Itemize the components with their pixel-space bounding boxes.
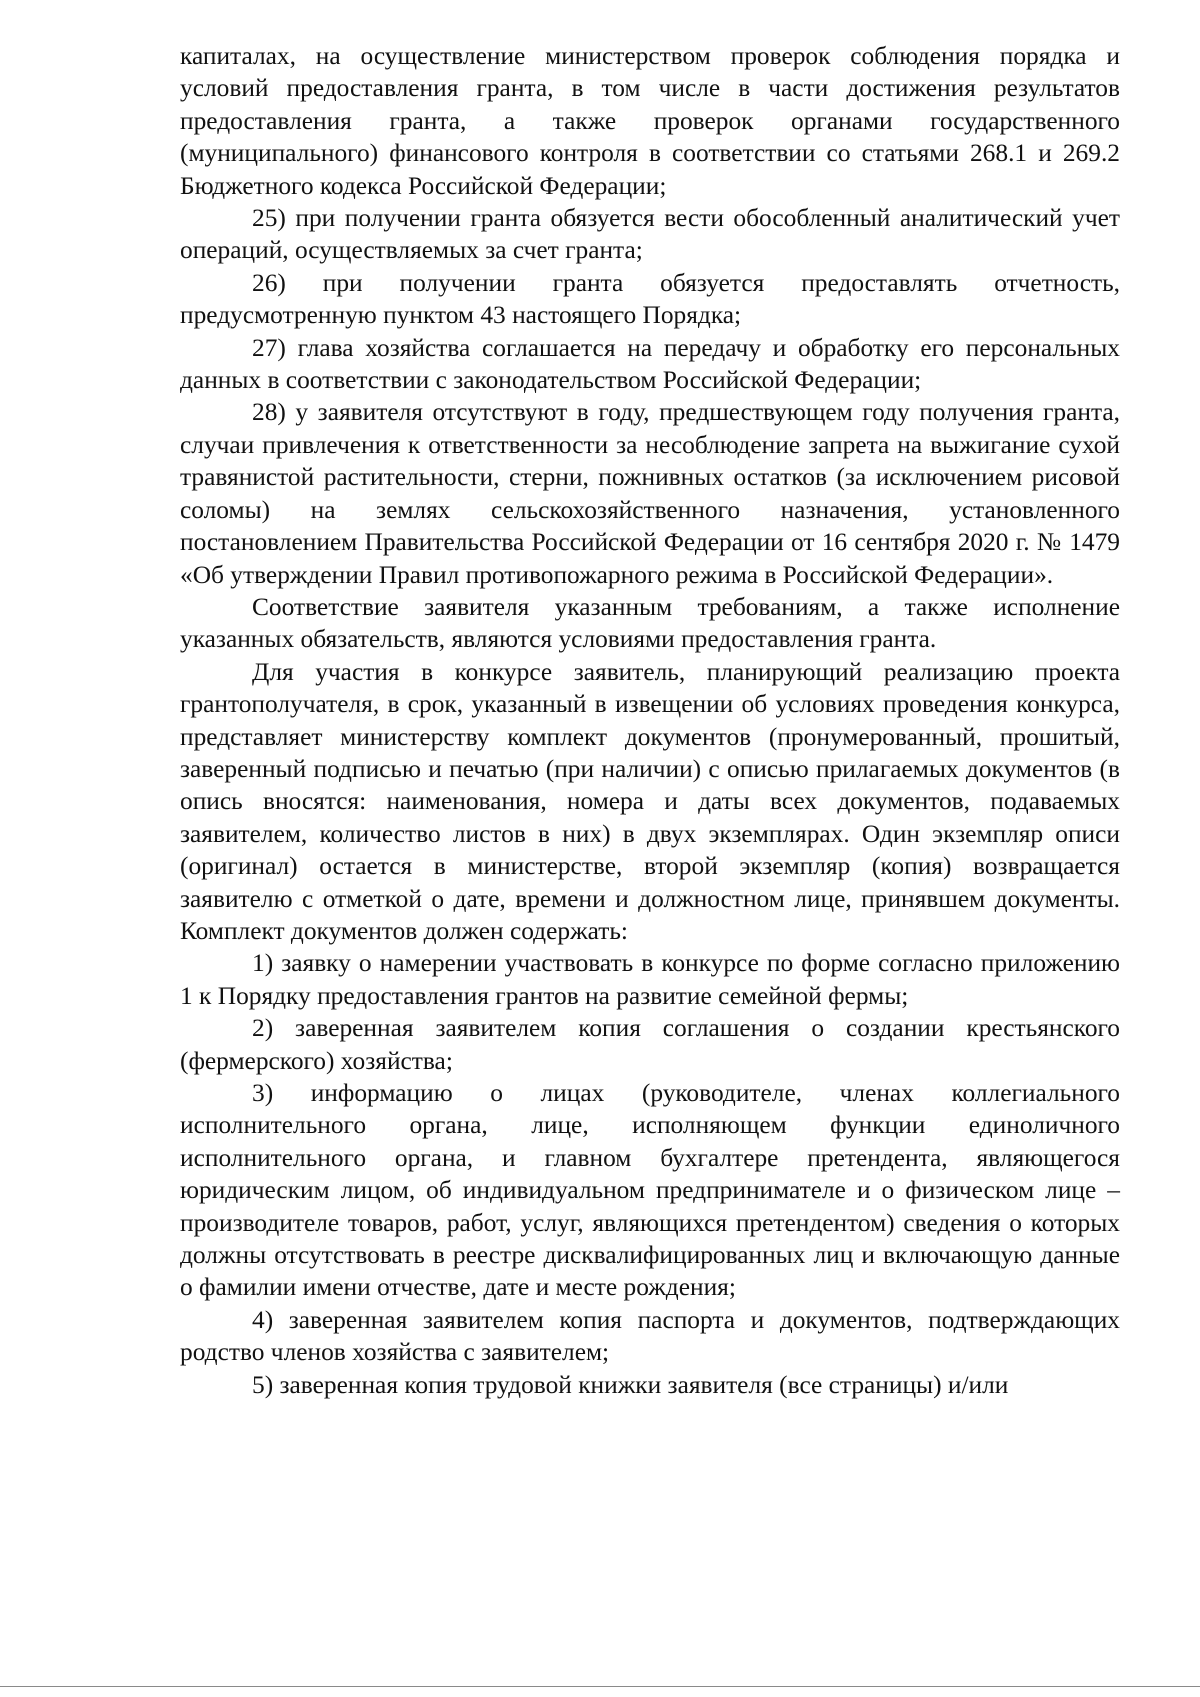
paragraph-doc-item-5: 5) заверенная копия трудовой книжки заявителя (все страницы) и/или [252,1370,1009,1399]
paragraph-item-26: 26) при получении гранта обязуется предоставлять отчетность, предусмотренную пунктом 43 настоящего Порядка; [180,268,1120,330]
paragraph-doc-item-1: 1) заявку о намерении участвовать в конкурсе по форме согласно приложению 1 к Порядку предоставления грантов на развитие семейной фермы; [180,949,1120,1010]
page-bottom-rule [0,1686,1200,1687]
paragraph-continuation: капиталах, на осуществление министерством проверок соблюдения порядка и условий предоставления гранта, в том числе в части достижения результатов предоставления гранта, а также проверок органами государственного (муниципального) финансового контроля в соответствии со статьями 268.1 и 269.2 Бюджетного кодекса Российской Федерации; [180,42,1120,200]
paragraph-conditions: Соответствие заявителя указанным требованиям, а также исполнение указанных обязательств, являются условиями предоставления гранта. [180,592,1120,654]
document-body [180,40,1120,1401]
paragraph-item-25: 25) при получении гранта обязуется вести обособленный аналитический учет операций, осуществляемых за счет гранта; [180,204,1120,265]
paragraph-doc-item-3: 3) информацию о лицах (руководителе, членах коллегиального исполнительного органа, лице, исполняющем функции единоличного исполнительного органа, и главном бухгалтере претендента, являющегося юридическим лицом, об индивидуальном предпринимателе и о физическом лице – производителе товаров, работ, услуг, являющихся претендентом) сведения о которых должны отсутствовать в реестре дисквалифицированных лиц и включающую данные о фамилии имени отчестве, дате и месте рождения; [180,1079,1120,1302]
paragraph-doc-item-2: 2) заверенная заявителем копия соглашения о создании крестьянского (фермерского) хозяйства; [180,1014,1120,1075]
paragraph-doc-item-4: 4) заверенная заявителем копия паспорта и документов, подтверждающих родство членов хозяйства с заявителем; [180,1305,1120,1367]
paragraph-item-28: 28) у заявителя отсутствуют в году, предшествующем году получения гранта, случаи привлечения к ответственности за несоблюдение запрета на выжигание сухой травянистой растительности, стерни, пожнивных остатков (за исключением рисовой соломы) на землях сельскохозяйственного назначения, установленного постановлением Правительства Российской Федерации от 16 сентября 2020 г. № 1479 «Об утверждении Правил противопожарного режима в Российской Федерации». [180,398,1120,589]
paragraph-documents-intro: Для участия в конкурсе заявитель, планирующий реализацию проекта грантополучателя, в срок, указанный в извещении об условиях проведения конкурса, представляет министерству комплект документов (пронумерованный, прошитый, заверенный подписью и печатью (при наличии) с описью прилагаемых документов (в опись вносятся: наименования, номера и даты всех документов, подаваемых заявителем, количество листов в них) в двух экземплярах. Один экземпляр описи (оригинал) остается в министерстве, второй экземпляр (копия) возвращается заявителю с отметкой о дате, времени и должностном лице, принявшем документы. Комплект документов должен содержать: [180,657,1120,945]
paragraph-item-27: 27) глава хозяйства соглашается на передачу и обработку его персональных данных в соответствии с законодательством Российской Федерации; [180,333,1120,395]
